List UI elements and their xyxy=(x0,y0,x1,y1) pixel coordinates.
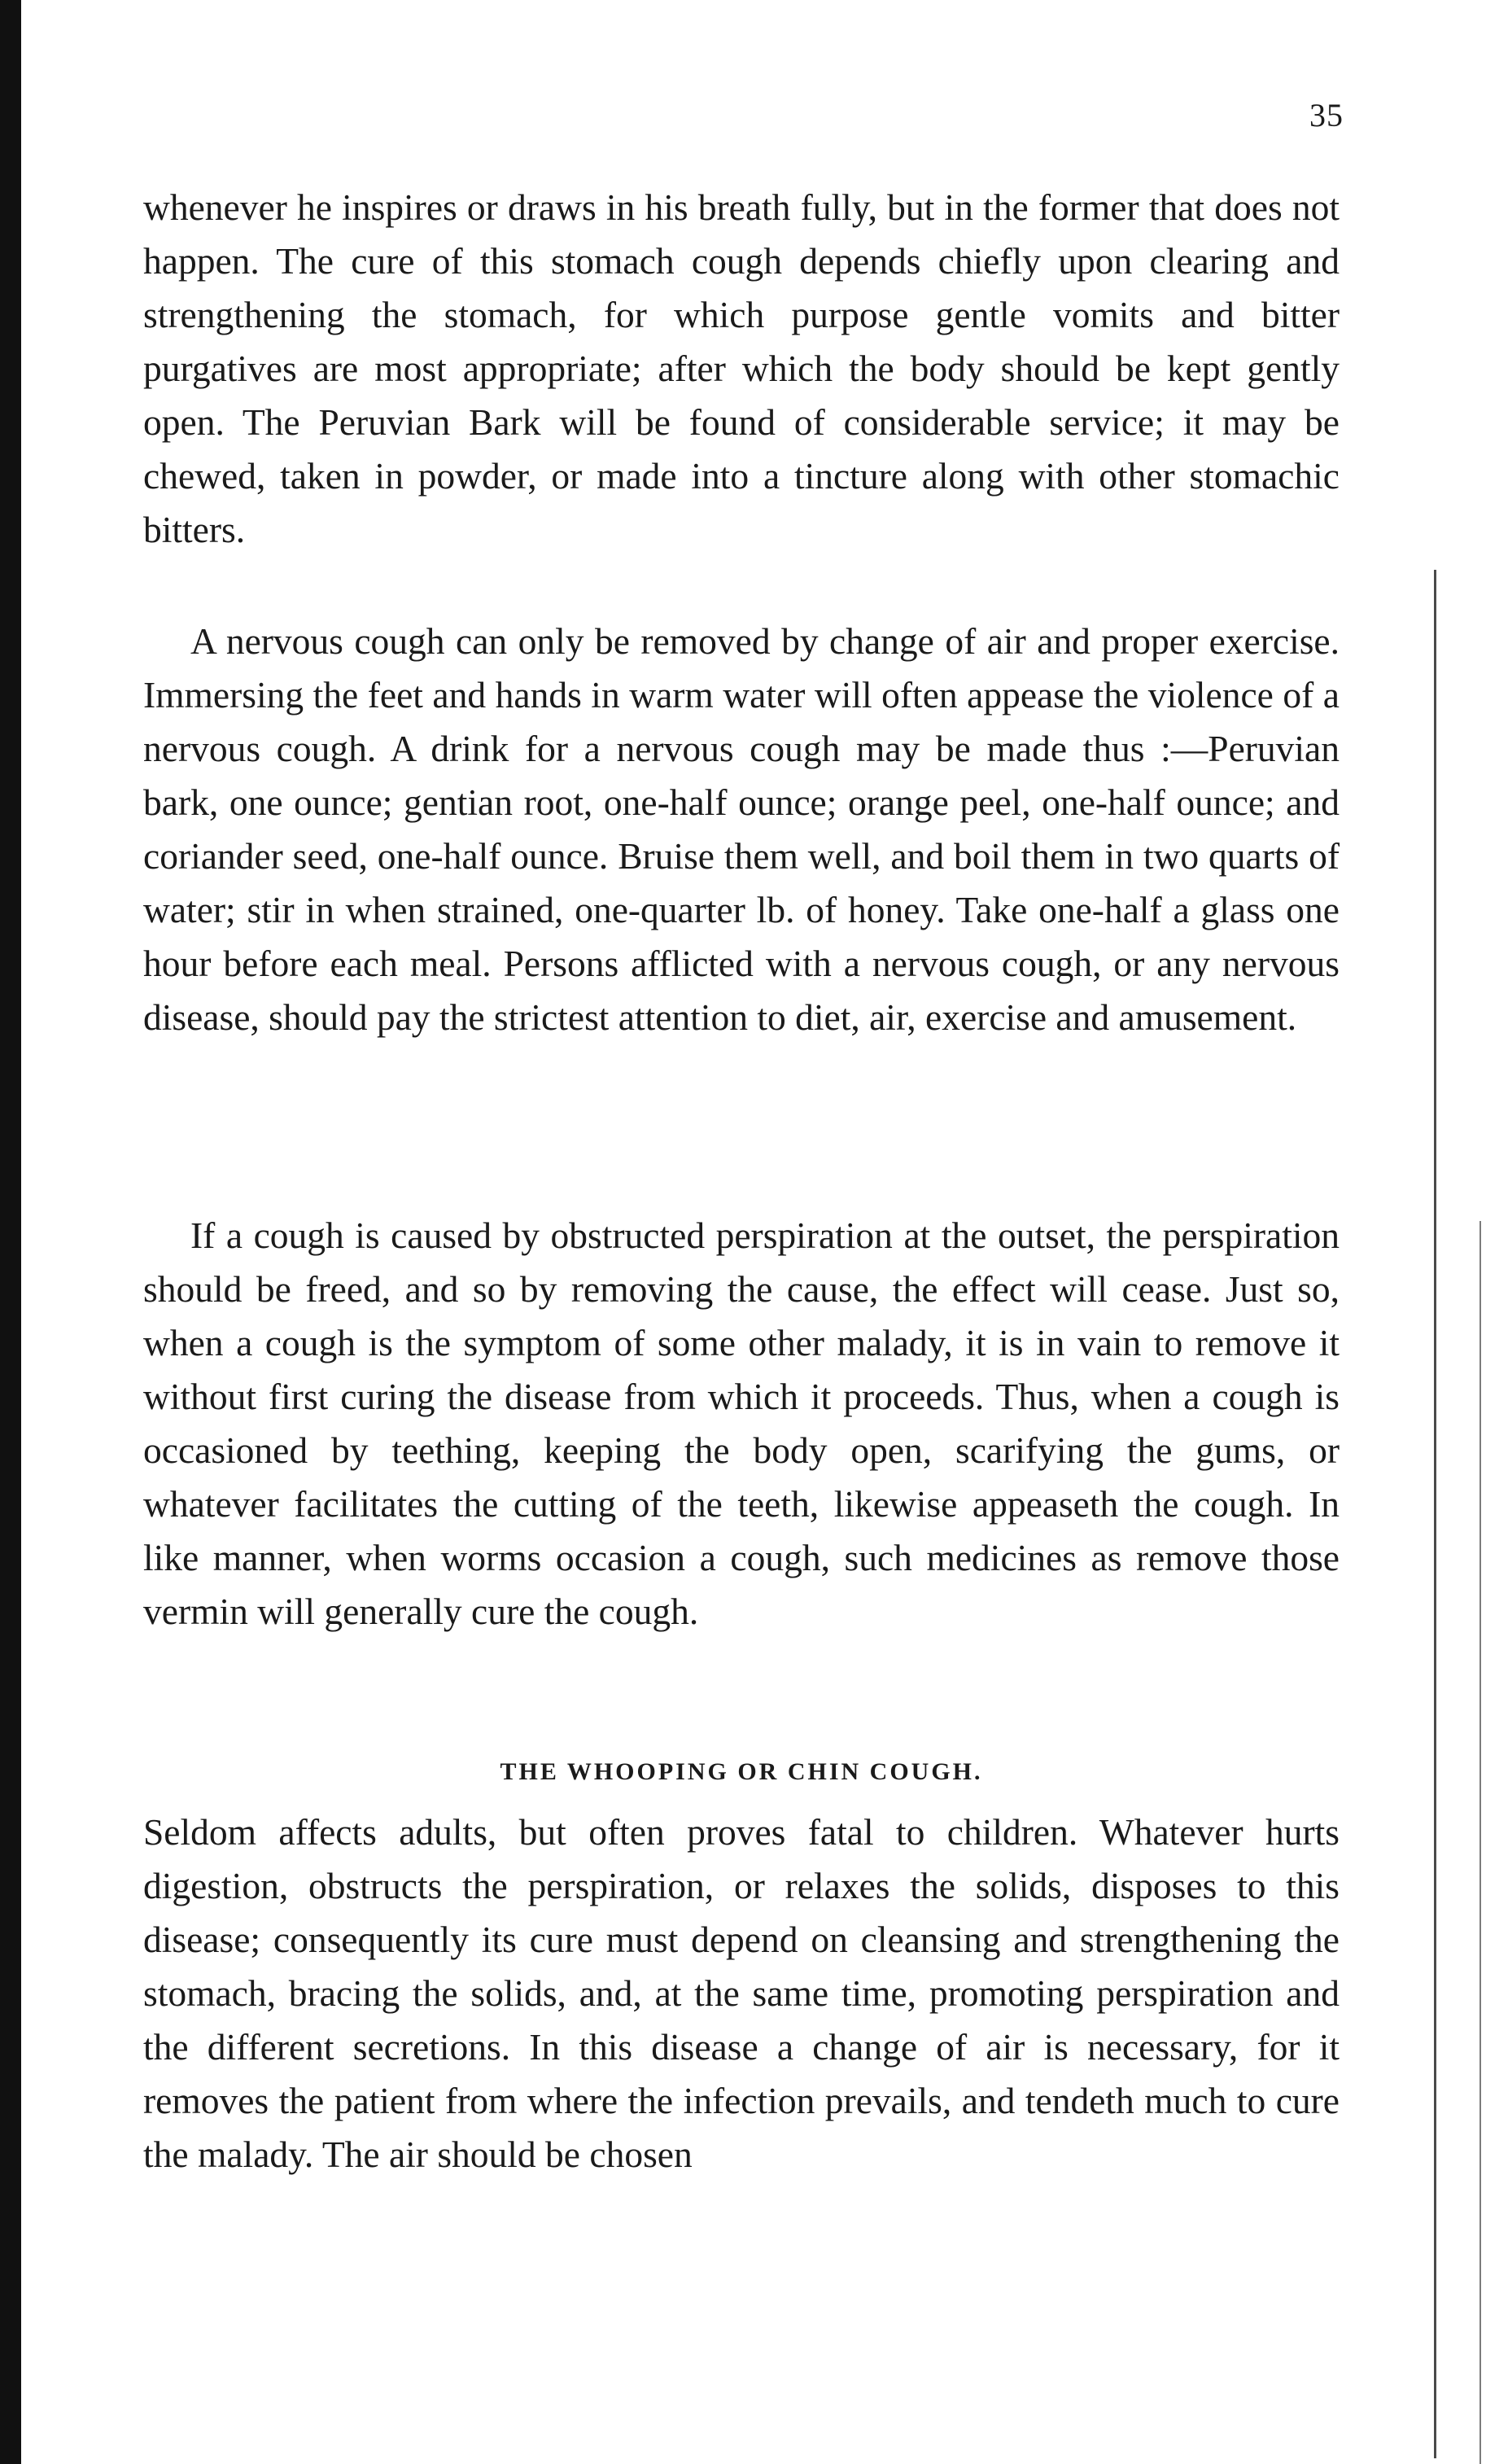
paragraph-stomach-cough-continued: whenever he inspires or draws in his breath fully, but in the former that does not happen. The cure of this stomach cough depends chiefly upon clearing and strengthening the stomach, for which purpose gentle vomits and bitter purgatives are most appropriate; after which the body should be kept gently open. The Peruvian Bark will be found of considerable service; it may be chewed, taken in powder, or made into a tincture along with other stomachic bitters. xyxy=(143,186,1340,550)
binding-edge xyxy=(0,0,21,2464)
section-heading: THE WHOOPING OR CHIN COUGH. xyxy=(500,1758,983,1785)
paragraph-whooping-cough: Seldom affects adults, but often proves fatal to children. Whatever hurts digestion, obstructs the perspiration, or relaxes the solids, disposes to this disease; consequently its cure must depend on cleansing and strengthening the stomach, bracing the solids, and, at the same time, promoting perspiration and the different secretions. In this disease a change of air is necessary, for it removes the patient from where the infection prevails, and tendeth much to cure the malady. The air should be chosen xyxy=(143,1811,1340,2175)
page-edge-rule xyxy=(1434,570,1436,2458)
page-number: 35 xyxy=(1309,97,1344,133)
page-edge-rule-outer xyxy=(1479,1221,1481,2464)
paragraph-nervous-cough: A nervous cough can only be removed by change of air and proper exercise. Immersing the feet and hands in warm water will often appease the violence of a nervous cough. A drink for a nervous cough may be made thus :—Peruvian bark, one ounce; gentian root, one-half ounce; orange peel, one-half ounce; and coriander seed, one-half ounce. Bruise them well, and boil them in two quarts of water; stir in when strained, one-quarter lb. of honey. Take one-half a glass one hour before each meal. Persons afflicted with a nervous cough, or any nervous disease, should pay the strictest attention to diet, air, exercise and amusement. xyxy=(143,620,1340,1038)
paragraph-obstructed-perspiration: If a cough is caused by obstructed perspiration at the outset, the perspiration should be freed, and so by removing the cause, the effect will cease. Just so, when a cough is the symptom of some other malady, it is in vain to remove it without first curing the disease from which it proceeds. Thus, when a cough is occasioned by teething, keeping the body open, scarifying the gums, or whatever facilitates the cutting of the teeth, likewise appeaseth the cough. In like manner, when worms occasion a cough, such medicines as remove those vermin will generally cure the cough. xyxy=(143,1214,1340,1632)
